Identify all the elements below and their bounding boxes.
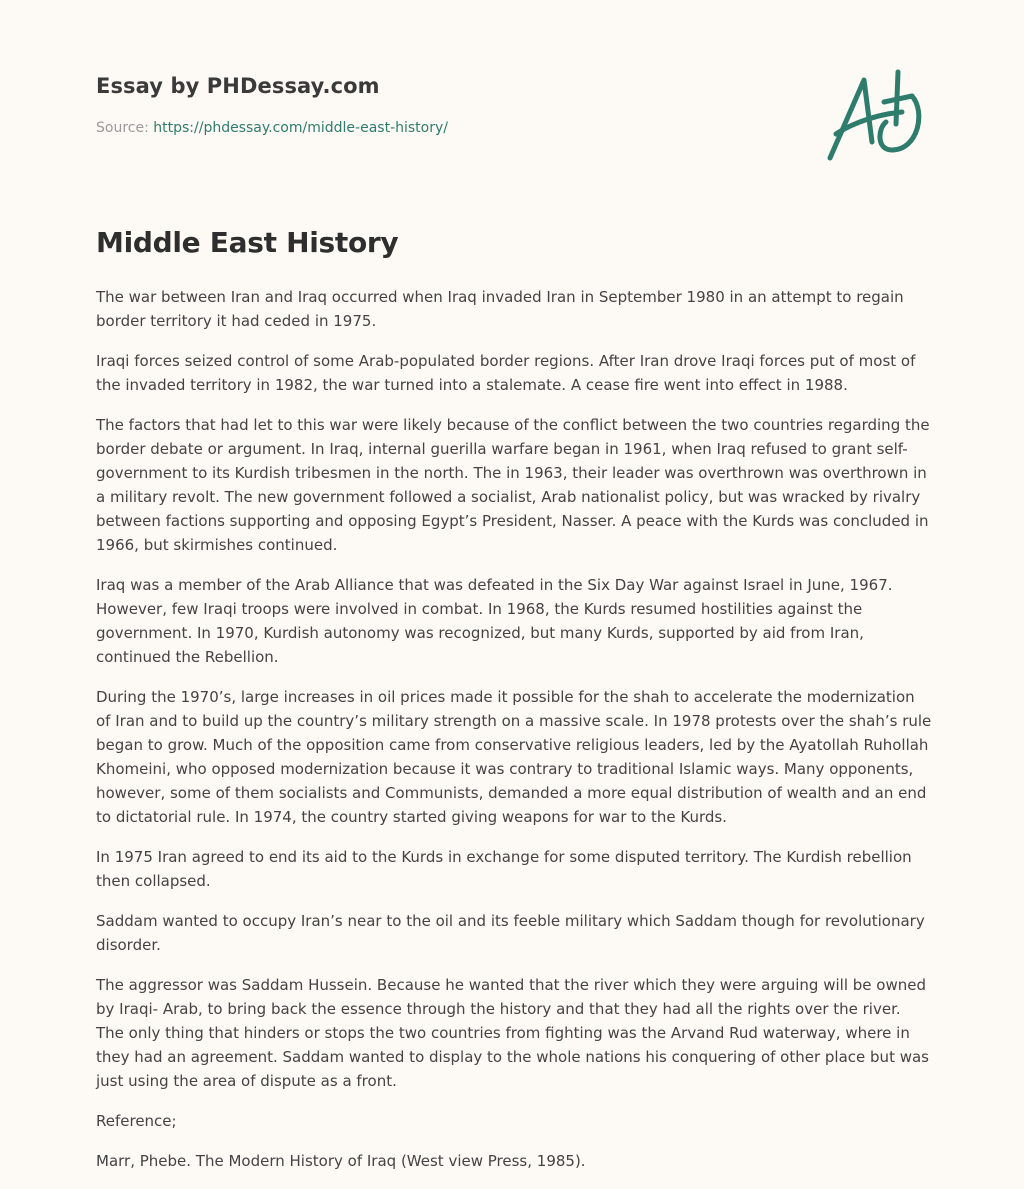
essay-title: Middle East History (96, 226, 399, 259)
essay-paragraph: The aggressor was Saddam Hussein. Because he wanted that the river which they were arguing will be owned by Iraqi- Arab, to bring back the essence through the history and that they had all the rights over the river. The only thing that hinders or stops the two countries from fighting was the Arvand Rud waterway, where in they had an agreement. Saddam wanted to display to the whole nations his conquering of other place but was just using the area of dispute as a front. (96, 976, 929, 1090)
essay-paragraph: Saddam wanted to occupy Iran’s near to the oil and its feeble military which Saddam though for revolutionary disorder. (96, 912, 925, 954)
essay-paragraph: During the 1970’s, large increases in oil prices made it possible for the shah to accelerate the modernization of Iran and to build up the country’s military strength on a massive scale. In 1978 protests over the shah’s rule began to grow. Much of the opposition came from conservative religious leaders, led by the Ayatollah Ruhollah Khomeini, who opposed modernization because it was contrary to traditional Islamic ways. Many opponents, however, some of them socialists and Communists, demanded a more equal distribution of wealth and an end to dictatorial rule. In 1974, the country started giving weapons for war to the Kurds. (96, 688, 932, 826)
source-link[interactable]: https://phdessay.com/middle-east-history/ (153, 120, 448, 136)
essay-paragraph: Iraqi forces seized control of some Arab-populated border regions. After Iran drove Iraqi forces put of most of the invaded territory in 1982, the war turned into a stalemate. A cease fire went into effect in 1988. (96, 352, 916, 394)
a-plus-logo-icon (820, 66, 930, 166)
essay-paragraph: The factors that had let to this war were likely because of the conflict between the two countries regarding the border debate or argument. In Iraq, internal guerilla warfare began in 1961, when Iraq refused to grant self-government to its Kurdish tribesmen in the north. The in 1963, their leader was overthrown was overthrown in a military revolt. The new government followed a socialist, Arab nationalist policy, but was wracked by rivalry between factions supporting and opposing Egypt’s President, Nasser. A peace with the Kurds was concluded in 1966, but skirmishes continued. (96, 416, 930, 554)
essay-paragraph: The war between Iran and Iraq occurred when Iraq invaded Iran in September 1980 in an attempt to regain border territory it had ceded in 1975. (96, 288, 904, 330)
document-header (96, 74, 936, 136)
reference-heading: Reference; (96, 1112, 177, 1130)
essay-content (96, 226, 932, 1189)
essay-paragraph: Iraq was a member of the Arab Alliance that was defeated in the Six Day War against Israel in June, 1967. However, few Iraqi troops were involved in combat. In 1968, the Kurds resumed hostilities against the government. In 1970, Kurdish autonomy was recognized, but many Kurds, supported by aid from Iran, continued the Rebellion. (96, 576, 893, 666)
source-label: Source: (96, 120, 149, 136)
essay-paragraph: In 1975 Iran agreed to end its aid to the Kurds in exchange for some disputed territory. The Kurdish rebellion then collapsed. (96, 848, 912, 890)
brand-title: Essay by PHDessay.com (96, 74, 380, 98)
reference-entry: Marr, Phebe. The Modern History of Iraq (West view Press, 1985). (96, 1152, 586, 1170)
source-line (96, 120, 936, 136)
